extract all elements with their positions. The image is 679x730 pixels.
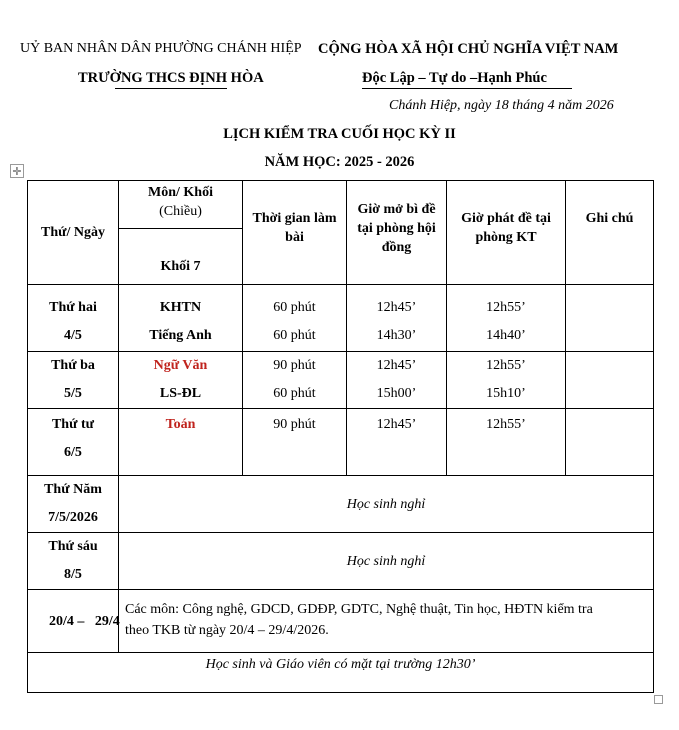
header-duration: Thời gian làm bài (243, 181, 347, 285)
table-row (28, 533, 654, 590)
row-note (566, 409, 654, 476)
move-cross-icon[interactable]: ✛ (10, 164, 24, 178)
school-year: NĂM HỌC: 2025 - 2026 (264, 154, 415, 170)
header-day: Thứ/ Ngày (28, 181, 119, 285)
doc-title: LỊCH KIỂM TRA CUỐI HỌC KỲ II (223, 126, 456, 142)
schedule-table (27, 180, 654, 693)
row-day: Thứ tư 6/5 (28, 409, 119, 476)
header-hand-out-time: Giờ phát đề tại phòng KT (447, 181, 566, 285)
row-day: Thứ Năm 7/5/2026 (28, 476, 119, 533)
row-open-times: 12h45’ (347, 409, 447, 476)
table-row (28, 409, 654, 476)
row-durations: 90 phút (243, 409, 347, 476)
table-row (28, 352, 654, 409)
row-hand-times: 12h55’ (447, 409, 566, 476)
row-hand-times: 12h55’ 15h10’ (447, 352, 566, 409)
row-open-times: 12h45’ 15h00’ (347, 352, 447, 409)
motto-underline (362, 88, 572, 89)
country-name: CỘNG HÒA XÃ HỘI CHỦ NGHĨA VIỆT NAM (318, 41, 619, 57)
table-row (28, 590, 654, 653)
row-hand-times: 12h55’ 14h40’ (447, 285, 566, 352)
range-note: Các môn: Công nghệ, GDCD, GDĐP, GDTC, Nghệ thuật, Tin học, HĐTN kiểm tra theo TKB từ ngày 20/4 – 29/4/2026. (119, 590, 654, 653)
row-subjects: Toán (119, 409, 243, 476)
range-dates: 20/4 – 29/4 (28, 590, 119, 653)
row-subjects: KHTN Tiếng Anh (119, 285, 243, 352)
row-day: Thứ sáu 8/5 (28, 533, 119, 590)
row-durations: 60 phút 60 phút (243, 285, 347, 352)
table-row (28, 653, 654, 693)
row-day: Thứ hai 4/5 (28, 285, 119, 352)
org-name: UỶ BAN NHÂN DÂN PHƯỜNG CHÁNH HIỆP (20, 41, 302, 56)
row-open-times: 12h45’ 14h30’ (347, 285, 447, 352)
header-subject: Môn/ Khối (Chiều) (119, 181, 243, 229)
row-day: Thứ ba 5/5 (28, 352, 119, 409)
off-day-note: Học sinh nghỉ (119, 476, 654, 533)
footer-note: Học sinh và Giáo viên có mặt tại trường 12h30’ (28, 653, 654, 693)
school-name: TRƯỜNG THCS ĐỊNH HÒA (78, 70, 264, 86)
table-row (28, 285, 654, 352)
header-grade: Khối 7 (119, 229, 243, 285)
motto: Độc Lập – Tự do –Hạnh Phúc (362, 70, 547, 86)
off-day-note: Học sinh nghỉ (119, 533, 654, 590)
resize-square-icon[interactable] (654, 695, 663, 704)
row-note (566, 352, 654, 409)
header-open-time: Giờ mở bì đề tại phòng hội đồng (347, 181, 447, 285)
date-line: Chánh Hiệp, ngày 18 tháng 4 năm 2026 (389, 98, 614, 113)
school-underline (115, 88, 227, 89)
row-durations: 90 phút 60 phút (243, 352, 347, 409)
row-note (566, 285, 654, 352)
row-subjects: Ngữ Văn LS-ĐL (119, 352, 243, 409)
header-note: Ghi chú (566, 181, 654, 285)
table-row (28, 476, 654, 533)
